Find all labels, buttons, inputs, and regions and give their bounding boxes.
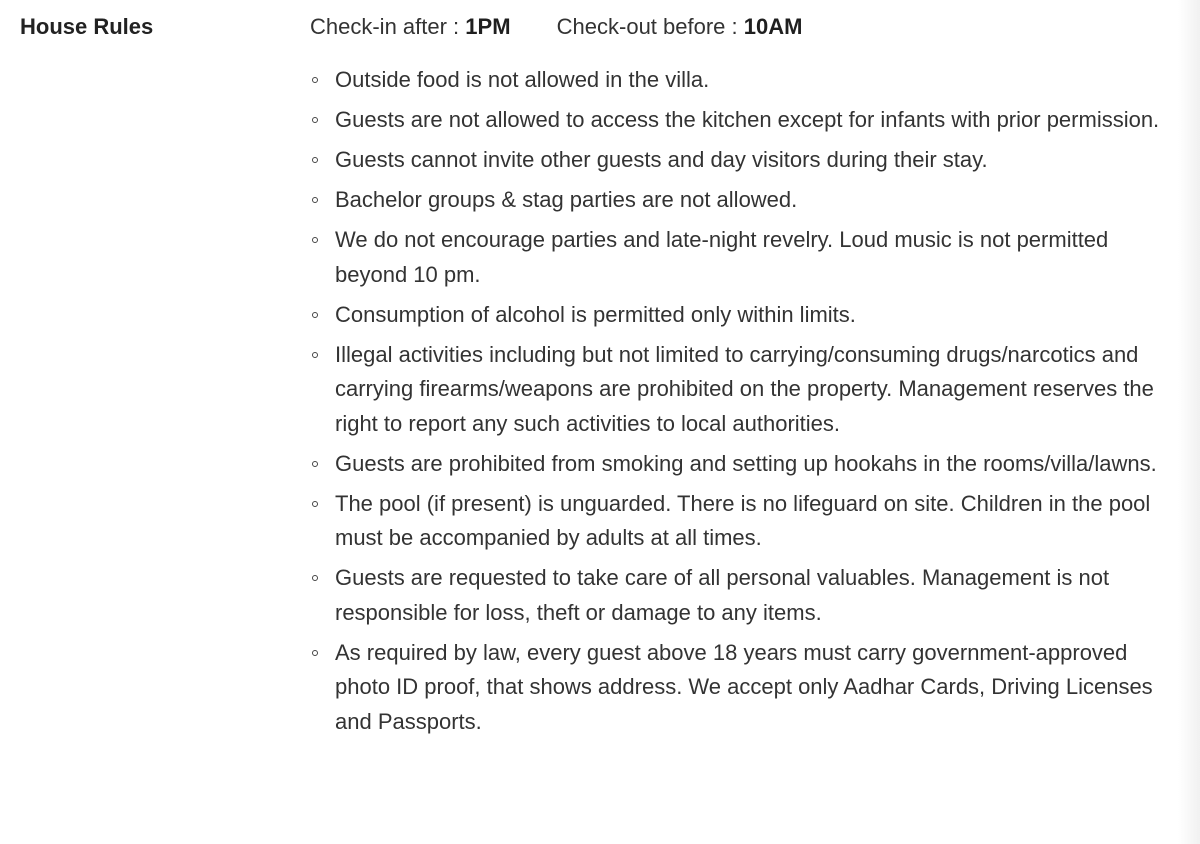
rule-text: We do not encourage parties and late-night revelry. Loud music is not permitted beyond 10 pm. (335, 227, 1109, 287)
rule-text: Guests are not allowed to access the kitchen except for infants with prior permission. (335, 107, 1160, 132)
bullet-circle-icon (310, 63, 335, 98)
bullet-circle-icon (310, 447, 335, 482)
rule-text: Bachelor groups & stag parties are not allowed. (335, 187, 798, 212)
check-out-value: 10AM (743, 14, 803, 39)
rule-item (310, 561, 1178, 630)
rule-item (310, 103, 1178, 138)
rule-text: Guests are prohibited from smoking and setting up hookahs in the rooms/villa/lawns. (335, 450, 1157, 476)
bullet-circle-icon (310, 338, 335, 373)
rule-text: Guests are requested to take care of all personal valuables. Management is not responsible for loss, theft or damage to any items. (335, 565, 1110, 625)
scroll-edge-shadow (1178, 0, 1200, 844)
rule-item (310, 63, 1178, 98)
rule-item (310, 447, 1178, 482)
rule-item (310, 223, 1178, 292)
rule-item (310, 183, 1178, 218)
rule-text: Illegal activities including but not limited to carrying/consuming drugs/narcotics and carrying firearms/weapons are prohibited on the property. Management reserves the right to report any such activities to local authorities. (335, 341, 1154, 436)
bullet-circle-icon (310, 561, 335, 596)
check-in-value: 1PM (465, 14, 511, 39)
house-rules-list (310, 63, 1178, 745)
check-out-time (557, 12, 803, 42)
check-out-label: Check-out before : (556, 14, 744, 39)
check-in-label: Check-in after : (310, 14, 466, 39)
rule-text: Outside food is not allowed in the villa. (335, 67, 710, 92)
rule-item (310, 487, 1178, 556)
bullet-circle-icon (310, 487, 335, 522)
rule-item (310, 636, 1178, 740)
rule-text: The pool (if present) is unguarded. There is no lifeguard on site. Children in the pool must be accompanied by adults at all times. (335, 490, 1151, 550)
bullet-circle-icon (310, 298, 335, 333)
check-times (310, 12, 802, 42)
rule-item (310, 338, 1178, 442)
check-in-time (310, 12, 511, 42)
bullet-circle-icon (310, 103, 335, 138)
bullet-circle-icon (310, 636, 335, 671)
bullet-circle-icon (310, 143, 335, 178)
house-rules-title: House Rules (20, 14, 154, 39)
rule-text: As required by law, every guest above 18 years must carry government-approved photo ID proof, that shows address. We accept only Aadhar Cards, Driving Licenses and Passports. (335, 639, 1153, 734)
rule-text: Guests cannot invite other guests and day visitors during their stay. (335, 147, 988, 172)
rule-item (310, 298, 1178, 333)
bullet-circle-icon (310, 223, 335, 258)
bullet-circle-icon (310, 183, 335, 218)
rule-item (310, 143, 1178, 178)
rule-text: Consumption of alcohol is permitted only within limits. (335, 301, 856, 327)
